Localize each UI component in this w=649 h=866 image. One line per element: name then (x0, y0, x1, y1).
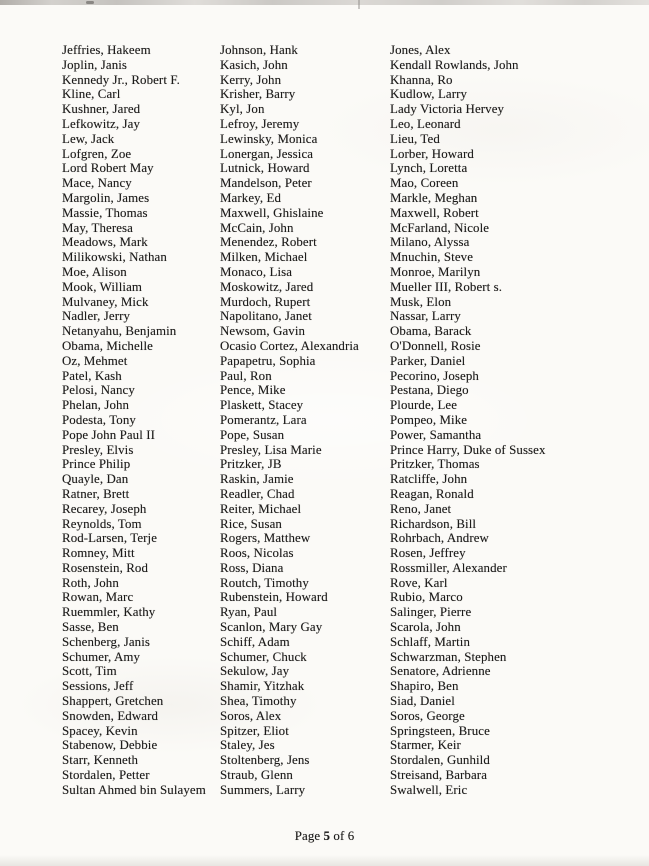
name-entry: Scanlon, Mary Gay (220, 620, 323, 635)
name-entry: Mandelson, Peter (220, 176, 312, 191)
name-entry: Starr, Kenneth (62, 753, 139, 768)
name-entry: Jones, Alex (390, 43, 451, 57)
name-entry: Rosenstein, Rod (62, 560, 149, 575)
name-entry: Soros, Alex (220, 708, 282, 723)
name-entry: Mao, Coreen (390, 176, 459, 191)
name-entry: Kerry, John (220, 72, 282, 87)
name-entry: Mook, William (62, 279, 143, 294)
name-entry: Jeffries, Hakeem (62, 43, 151, 57)
name-entry: Rosen, Jeffrey (390, 546, 466, 561)
name-entry: Rowan, Marc (62, 590, 134, 605)
name-entry: Scott, Tim (62, 664, 117, 679)
name-entry: Lorber, Howard (390, 146, 474, 161)
name-entry: Lefroy, Jeremy (220, 116, 300, 131)
name-entry: Moskowitz, Jared (220, 279, 314, 294)
name-entry: Lonergan, Jessica (220, 146, 314, 161)
name-entry: Reiter, Michael (220, 501, 302, 516)
name-entry: O'Donnell, Rosie (390, 338, 481, 353)
name-entry: Sasse, Ben (62, 620, 119, 635)
name-entry: Lord Robert May (62, 161, 154, 176)
name-entry: Johnson, Hank (220, 43, 298, 57)
name-entry: Oz, Mehmet (62, 353, 128, 368)
name-entry: Rohrbach, Andrew (390, 531, 489, 546)
name-entry: Siad, Daniel (390, 694, 455, 709)
name-entry: Ross, Diana (220, 560, 284, 575)
name-entry: McFarland, Nicole (390, 220, 490, 235)
name-entry: Rod-Larsen, Terje (62, 531, 158, 546)
name-entry: Parker, Daniel (390, 353, 466, 368)
name-entry: McCain, John (220, 220, 294, 235)
name-entry: Reagan, Ronald (390, 486, 474, 501)
name-entry: Monaco, Lisa (220, 264, 293, 279)
name-entry: Margolin, James (62, 190, 150, 205)
name-entry: Moe, Alison (62, 264, 127, 279)
name-entry: Stoltenberg, Jens (220, 753, 310, 768)
name-entry: Nassar, Larry (390, 309, 461, 324)
name-entry: Stabenow, Debbie (62, 738, 158, 753)
name-entry: Khanna, Ro (390, 72, 453, 87)
name-entry: Lefkowitz, Jay (62, 116, 141, 131)
name-entry: Spitzer, Eliot (220, 723, 289, 738)
name-entry: Pope, Susan (220, 427, 285, 442)
name-entry: Kudlow, Larry (390, 87, 468, 102)
name-entry: Plaskett, Stacey (220, 398, 304, 413)
name-entry: Papapetru, Sophia (220, 353, 316, 368)
name-entry: Napolitano, Janet (220, 309, 312, 324)
name-entry: Streisand, Barbara (390, 768, 488, 783)
name-column-2 (220, 43, 390, 798)
scan-speck (358, 0, 360, 9)
name-entry: Sultan Ahmed bin Sulayem (62, 782, 206, 797)
name-entry: Roth, John (62, 575, 119, 590)
name-entry: Kasich, John (220, 57, 288, 72)
name-entry: Routch, Timothy (220, 575, 309, 590)
name-entry: Rubenstein, Howard (220, 590, 328, 605)
name-entry: Snowden, Edward (62, 708, 159, 723)
name-entry: Reno, Janet (390, 501, 452, 516)
name-entry: Kline, Carl (62, 87, 121, 102)
name-entry: Lutnick, Howard (220, 161, 310, 176)
name-entry: Nadler, Jerry (62, 309, 131, 324)
name-entry: Soros, George (390, 708, 465, 723)
name-entry: Salinger, Pierre (390, 605, 472, 620)
name-entry: Lady Victoria Hervey (390, 102, 505, 117)
name-entry: Straub, Glenn (220, 768, 293, 783)
name-entry: Reynolds, Tom (62, 516, 142, 531)
name-entry: Shappert, Gretchen (62, 694, 164, 709)
name-entry: May, Theresa (62, 220, 133, 235)
name-entry: Summers, Larry (220, 782, 306, 797)
name-entry: Senatore, Adrienne (390, 664, 491, 679)
name-entry: Schumer, Chuck (220, 649, 307, 664)
name-entry: Scarola, John (390, 620, 461, 635)
name-entry: Schlaff, Martin (390, 634, 471, 649)
name-entry: Ryan, Paul (220, 605, 278, 620)
name-entry: Spacey, Kevin (62, 723, 138, 738)
name-entry: Mnuchin, Steve (390, 250, 474, 265)
page-footer (0, 829, 649, 844)
name-entry: Maxwell, Robert (390, 205, 479, 220)
name-entry: Murdoch, Rupert (220, 294, 311, 309)
name-entry: Pritzker, JB (220, 457, 282, 472)
name-entry: Paul, Ron (220, 368, 272, 383)
name-entry: Pestana, Diego (390, 383, 469, 398)
name-entry: Mulvaney, Mick (62, 294, 149, 309)
name-entry: Maxwell, Ghislaine (220, 205, 324, 220)
name-entry: Milikowski, Nathan (62, 250, 167, 265)
name-entry: Schiff, Adam (220, 634, 290, 649)
name-entry: Meadows, Mark (62, 235, 148, 250)
name-entry: Quayle, Dan (62, 472, 129, 487)
name-entry: Rice, Susan (220, 516, 282, 531)
name-entry: Stordalen, Petter (62, 768, 150, 783)
name-entry: Rogers, Matthew (220, 531, 311, 546)
name-column-1 (62, 43, 220, 798)
name-entry: Lewinsky, Monica (220, 131, 318, 146)
name-entry: Stordalen, Gunhild (390, 753, 490, 768)
name-entry: Presley, Lisa Marie (220, 442, 322, 457)
name-entry: Podesta, Tony (62, 412, 136, 427)
name-entry: Ratner, Brett (62, 486, 130, 501)
name-entry: Presley, Elvis (62, 442, 134, 457)
name-entry: Shea, Timothy (220, 694, 297, 709)
name-entry: Massie, Thomas (62, 205, 148, 220)
name-entry: Lofgren, Zoe (62, 146, 132, 161)
name-entry: Swalwell, Eric (390, 782, 468, 797)
name-entry: Ruemmler, Kathy (62, 605, 156, 620)
name-entry: Phelan, John (62, 398, 130, 413)
name-entry: Menendez, Robert (220, 235, 317, 250)
name-entry: Springsteen, Bruce (390, 723, 490, 738)
name-entry: Markle, Meghan (390, 190, 478, 205)
name-entry: Pritzker, Thomas (390, 457, 480, 472)
footer-total-pages: 6 (347, 829, 355, 843)
name-entry: Prince Harry, Duke of Sussex (390, 442, 546, 457)
name-entry: Joplin, Janis (62, 57, 128, 72)
scan-artifact-top-edge (0, 0, 649, 5)
name-entry: Netanyahu, Benjamin (62, 324, 177, 339)
name-entry: Pomerantz, Lara (220, 412, 307, 427)
name-entry: Schenberg, Janis (62, 634, 151, 649)
name-entry: Mace, Nancy (62, 176, 132, 191)
name-entry: Rubio, Marco (390, 590, 463, 605)
name-entry: Obama, Michelle (62, 338, 153, 353)
name-entry: Raskin, Jamie (220, 472, 294, 487)
name-entry: Kushner, Jared (62, 102, 141, 117)
name-entry: Obama, Barack (390, 324, 472, 339)
name-entry: Prince Philip (62, 457, 131, 472)
name-entry: Ocasio Cortez, Alexandria (220, 338, 359, 353)
name-entry: Markey, Ed (220, 190, 282, 205)
name-entry: Milken, Michael (220, 250, 308, 265)
name-entry: Plourde, Lee (390, 398, 458, 413)
footer-page-number: 5 (323, 829, 331, 843)
name-entry: Schwarzman, Stephen (390, 649, 507, 664)
name-entry: Newsom, Gavin (220, 324, 306, 339)
footer-of-label: of (333, 829, 345, 843)
name-entry: Ratcliffe, John (390, 472, 468, 487)
name-entry: Leo, Leonard (390, 116, 461, 131)
name-list-columns (62, 43, 641, 798)
name-entry: Readler, Chad (220, 486, 295, 501)
name-entry: Starmer, Keir (390, 738, 461, 753)
name-entry: Kennedy Jr., Robert F. (62, 72, 180, 87)
name-entry: Recarey, Joseph (62, 501, 147, 516)
name-entry: Rossmiller, Alexander (390, 560, 507, 575)
name-entry: Pecorino, Joseph (390, 368, 479, 383)
name-entry: Power, Samantha (390, 427, 482, 442)
name-entry: Pompeo, Mike (390, 412, 468, 427)
name-entry: Milano, Alyssa (390, 235, 470, 250)
name-entry: Kyl, Jon (220, 102, 265, 117)
name-entry: Monroe, Marilyn (390, 264, 481, 279)
name-entry: Lynch, Loretta (390, 161, 468, 176)
name-entry: Schumer, Amy (62, 649, 141, 664)
name-column-3 (390, 43, 546, 798)
scan-artifact-bottom-edge (0, 855, 649, 866)
name-entry: Kendall Rowlands, John (390, 57, 519, 72)
name-entry: Sekulow, Jay (220, 664, 290, 679)
name-entry: Lieu, Ted (390, 131, 440, 146)
name-entry: Richardson, Bill (390, 516, 477, 531)
name-entry: Shamir, Yitzhak (220, 679, 305, 694)
footer-page-label: Page (294, 829, 321, 843)
name-entry: Pence, Mike (220, 383, 286, 398)
name-entry: Krisher, Barry (220, 87, 296, 102)
name-entry: Pelosi, Nancy (62, 383, 135, 398)
scan-speck (86, 1, 94, 4)
name-entry: Romney, Mitt (62, 546, 135, 561)
name-entry: Staley, Jes (220, 738, 275, 753)
name-entry: Roos, Nicolas (220, 546, 294, 561)
name-entry: Sessions, Jeff (62, 679, 134, 694)
name-entry: Shapiro, Ben (390, 679, 459, 694)
name-entry: Patel, Kash (62, 368, 122, 383)
name-entry: Mueller III, Robert s. (390, 279, 503, 294)
name-entry: Rove, Karl (390, 575, 448, 590)
name-entry: Musk, Elon (390, 294, 452, 309)
name-entry: Pope John Paul II (62, 427, 156, 442)
name-entry: Lew, Jack (62, 131, 115, 146)
